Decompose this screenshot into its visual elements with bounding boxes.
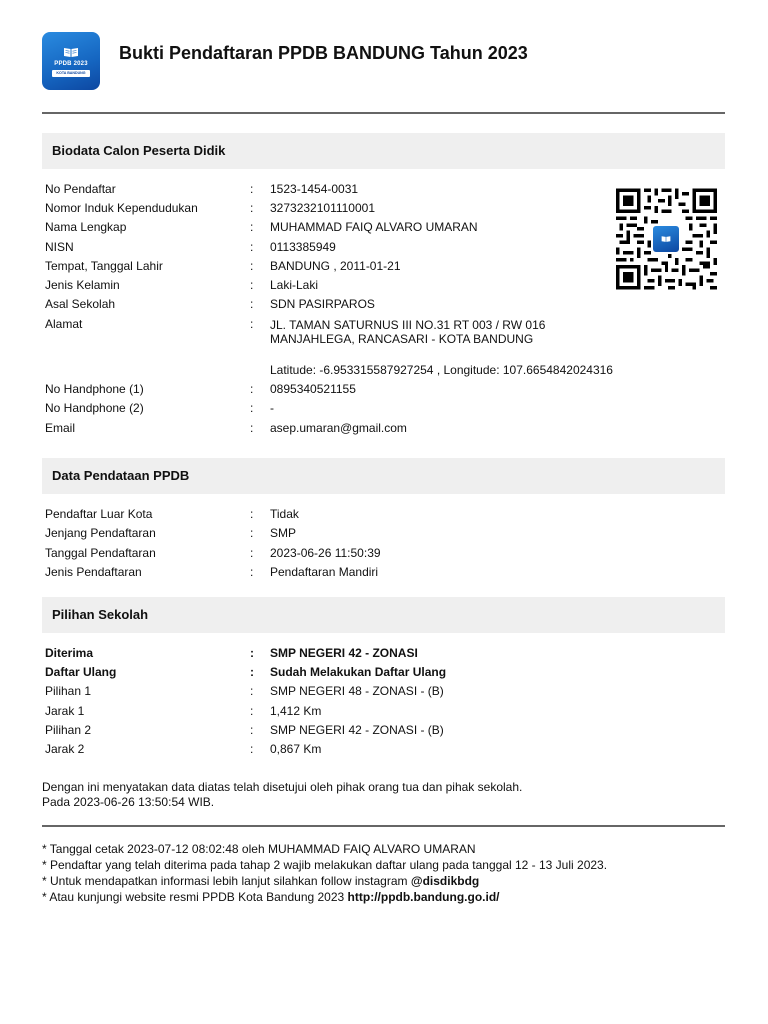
section-biodata <box>42 133 725 169</box>
instagram-handle[interactable]: @disdikbdg <box>410 874 480 888</box>
field-daftar-ulang <box>45 665 645 683</box>
alamat-coordinates: Latitude: -6.953315587927254 , Longitude: 107.6654842024316 <box>270 363 613 377</box>
field-value: SDN PASIRPAROS <box>270 297 375 311</box>
logo-subtext: KOTA BANDUNG <box>52 70 90 77</box>
field-jarak-1 <box>45 704 645 722</box>
field-label: Pilihan 2 <box>45 723 92 737</box>
field-label: Nama Lengkap <box>45 220 127 234</box>
field-value: Tidak <box>270 507 299 521</box>
field-pilihan-2 <box>45 723 645 741</box>
footnotes <box>42 841 607 905</box>
field-label: Tanggal Pendaftaran <box>45 546 156 560</box>
field-label: Asal Sekolah <box>45 297 116 311</box>
field-separator: : <box>250 201 254 215</box>
footer-divider <box>42 825 725 827</box>
field-value: asep.umaran@gmail.com <box>270 421 407 435</box>
field-label: NISN <box>45 240 74 254</box>
note-instagram-text: * Untuk mendapatkan informasi lebih lanjut silahkan follow instagram <box>42 874 408 888</box>
section-pendataan <box>42 458 725 494</box>
field-value: 0895340521155 <box>270 382 356 396</box>
website-link[interactable]: http://ppdb.bandung.go.id/ <box>347 890 500 904</box>
field-separator: : <box>250 742 254 756</box>
logo-text: PPDB 2023 <box>54 61 88 67</box>
field-label: Email <box>45 421 76 435</box>
field-separator: : <box>250 546 254 560</box>
field-label: Daftar Ulang <box>45 665 117 679</box>
page-title: Bukti Pendaftaran PPDB BANDUNG Tahun 2023 <box>119 43 528 63</box>
field-value: - <box>270 401 274 415</box>
field-value: 2023-06-26 11:50:39 <box>270 546 381 560</box>
field-value: 1523-1454-0031 <box>270 182 359 196</box>
header-divider <box>42 112 725 114</box>
document-header <box>42 32 725 92</box>
ppdb-logo <box>42 32 100 90</box>
note-instagram <box>42 873 607 889</box>
field-separator: : <box>250 665 254 679</box>
note-daftar-ulang: * Pendaftar yang telah diterima pada tahap 2 wajib melakukan daftar ulang pada tanggal 12 - 13 Juli 2023. <box>42 858 608 872</box>
section-heading: Biodata Calon Peserta Didik <box>52 143 226 158</box>
field-label: Pendaftar Luar Kota <box>45 507 153 521</box>
field-luar-kota <box>45 507 645 525</box>
field-label: Jenis Kelamin <box>45 278 120 292</box>
field-label: Tempat, Tanggal Lahir <box>45 259 163 273</box>
section-pilihan-sekolah <box>42 597 725 633</box>
field-value: MUHAMMAD FAIQ ALVARO UMARAN <box>270 220 478 234</box>
field-handphone-2 <box>45 401 645 419</box>
note-print-date: * Tanggal cetak 2023-07-12 08:02:48 oleh MUHAMMAD FAIQ ALVARO UMARAN <box>42 842 476 856</box>
field-jenjang <box>45 526 645 544</box>
field-value: BANDUNG , 2011-01-21 <box>270 259 401 273</box>
field-ttl <box>45 259 645 277</box>
field-separator: : <box>250 382 254 396</box>
field-separator: : <box>250 526 254 540</box>
field-jarak-2 <box>45 742 645 760</box>
field-value: 3273232101110001 <box>270 201 375 215</box>
field-value: Laki-Laki <box>270 278 319 292</box>
field-separator: : <box>250 507 254 521</box>
section-heading: Pilihan Sekolah <box>52 607 149 622</box>
field-value: Pendaftaran Mandiri <box>270 565 379 579</box>
field-separator: : <box>250 317 254 331</box>
field-value: SMP <box>270 526 297 540</box>
field-pilihan-1 <box>45 684 645 702</box>
field-nik <box>45 201 645 219</box>
note-website-text: * Atau kunjungi website resmi PPDB Kota Bandung 2023 <box>42 890 345 904</box>
field-label: No Handphone (2) <box>45 401 144 415</box>
field-label: Pilihan 1 <box>45 684 92 698</box>
field-jenis-kelamin <box>45 278 645 296</box>
field-email <box>45 421 645 439</box>
field-no-pendaftar <box>45 182 645 200</box>
book-icon <box>63 47 79 58</box>
field-value: SMP NEGERI 48 - ZONASI - (B) <box>270 684 444 698</box>
statement-line-2: Pada 2023-06-26 13:50:54 WIB. <box>42 795 215 809</box>
field-nisn <box>45 240 645 258</box>
field-separator: : <box>250 297 254 311</box>
field-value: Sudah Melakukan Daftar Ulang <box>270 665 447 679</box>
note-website <box>42 889 607 905</box>
field-separator: : <box>250 704 254 718</box>
section-heading: Data Pendataan PPDB <box>52 468 190 483</box>
field-label: Jenjang Pendaftaran <box>45 526 156 540</box>
approval-statement <box>42 780 522 810</box>
field-label: Nomor Induk Kependudukan <box>45 201 198 215</box>
field-value: 0113385949 <box>270 240 336 254</box>
field-separator: : <box>250 723 254 737</box>
field-separator: : <box>250 421 254 435</box>
field-jenis-pendaftaran <box>45 565 645 583</box>
field-separator: : <box>250 646 254 660</box>
field-asal-sekolah <box>45 297 645 315</box>
field-value: SMP NEGERI 42 - ZONASI - (B) <box>270 723 444 737</box>
field-label: No Pendaftar <box>45 182 116 196</box>
field-handphone-1 <box>45 382 645 400</box>
field-value: SMP NEGERI 42 - ZONASI <box>270 646 418 660</box>
field-tanggal-pendaftaran <box>45 546 645 564</box>
field-separator: : <box>250 684 254 698</box>
statement-line-1: Dengan ini menyatakan data diatas telah disetujui oleh pihak orang tua dan pihak sekolah. <box>42 780 523 794</box>
field-label: Jarak 1 <box>45 704 85 718</box>
field-label: Jarak 2 <box>45 742 85 756</box>
field-separator: : <box>250 220 254 234</box>
field-label: Alamat <box>45 317 83 331</box>
field-separator: : <box>250 278 254 292</box>
field-separator: : <box>250 182 254 196</box>
book-icon <box>661 235 671 243</box>
alamat-line-2: MANJAHLEGA, RANCASARI - KOTA BANDUNG <box>270 332 534 346</box>
field-separator: : <box>250 401 254 415</box>
field-label: No Handphone (1) <box>45 382 144 396</box>
field-value: 1,412 Km <box>270 704 322 718</box>
field-label: Jenis Pendaftaran <box>45 565 142 579</box>
field-value: 0,867 Km <box>270 742 322 756</box>
alamat-value <box>270 318 545 346</box>
qr-logo-badge <box>651 224 681 254</box>
field-label: Diterima <box>45 646 94 660</box>
field-separator: : <box>250 259 254 273</box>
field-separator: : <box>250 240 254 254</box>
field-diterima <box>45 646 645 664</box>
alamat-line-1: JL. TAMAN SATURNUS III NO.31 RT 003 / RW 016 <box>270 318 546 332</box>
field-nama-lengkap <box>45 220 645 238</box>
field-separator: : <box>250 565 254 579</box>
